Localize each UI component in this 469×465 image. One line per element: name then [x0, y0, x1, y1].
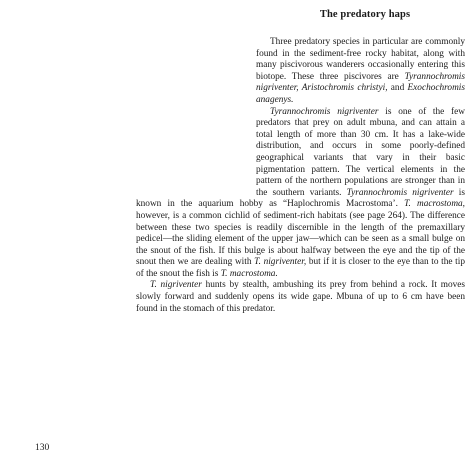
species-name: T. macrostoma.	[220, 268, 278, 279]
text-segment: is one of the few predators that prey on adult mbuna, and can attain a total length of more than 30 cm. It has a lake-wide distribution, and occurs in some poorly-defined geographical variants that vary in their basic pigmentation pattern. The vertical elements in the pattern of the northern populations are stronger than in the southern variants.	[256, 106, 465, 198]
section-heading: The predatory haps	[319, 9, 411, 20]
text-segment: but if it is closer to the eye than to the tip of the snout the fish is	[136, 257, 465, 279]
species-name: Tyrannochromis nigriventer	[270, 106, 379, 117]
text-segment: however, is a common cichlid of sediment-rich habitats (see page 264). The difference between these two species is readily discernible in the length of the premaxillary pedicel—the sliding element of the upper jaw—which can be seen as a small bulge on the snout of the fish. If this bulge is about halfway between the eye and the tip of the snout then we are dealing with	[136, 210, 465, 268]
text-segment: is known in the aquarium hobby as “Haplochromis Macrostoma’.	[136, 187, 465, 210]
page-number: 130	[35, 443, 50, 453]
species-name: T. nigriventer,	[254, 257, 307, 268]
paragraph-3	[136, 280, 465, 315]
species-name: T. nigriventer	[150, 280, 202, 291]
text-segment: and	[387, 83, 408, 94]
species-names: Tyrannochromis nigriventer, Aristochromis christyi,	[256, 71, 465, 94]
species-name: T. macrostoma,	[404, 199, 466, 210]
text-segment: hunts by stealth, ambushing its prey from behind a rock. It moves slowly forward and suddenly opens its wide gape. Mbuna of up to 6 cm have been found in the stomach of this predator.	[136, 280, 465, 314]
species-name: Tyrannochromis nigriventer	[346, 187, 454, 198]
species-name: Exochochromis anagenys.	[256, 83, 465, 105]
text-segment: Three predatory species in particular are commonly found in the sediment-free rocky habitat, along with many piscivorous wanderers occasionally entering this biotope. These three piscivores are	[256, 37, 465, 82]
body-text	[136, 37, 465, 315]
image-space	[136, 37, 256, 198]
